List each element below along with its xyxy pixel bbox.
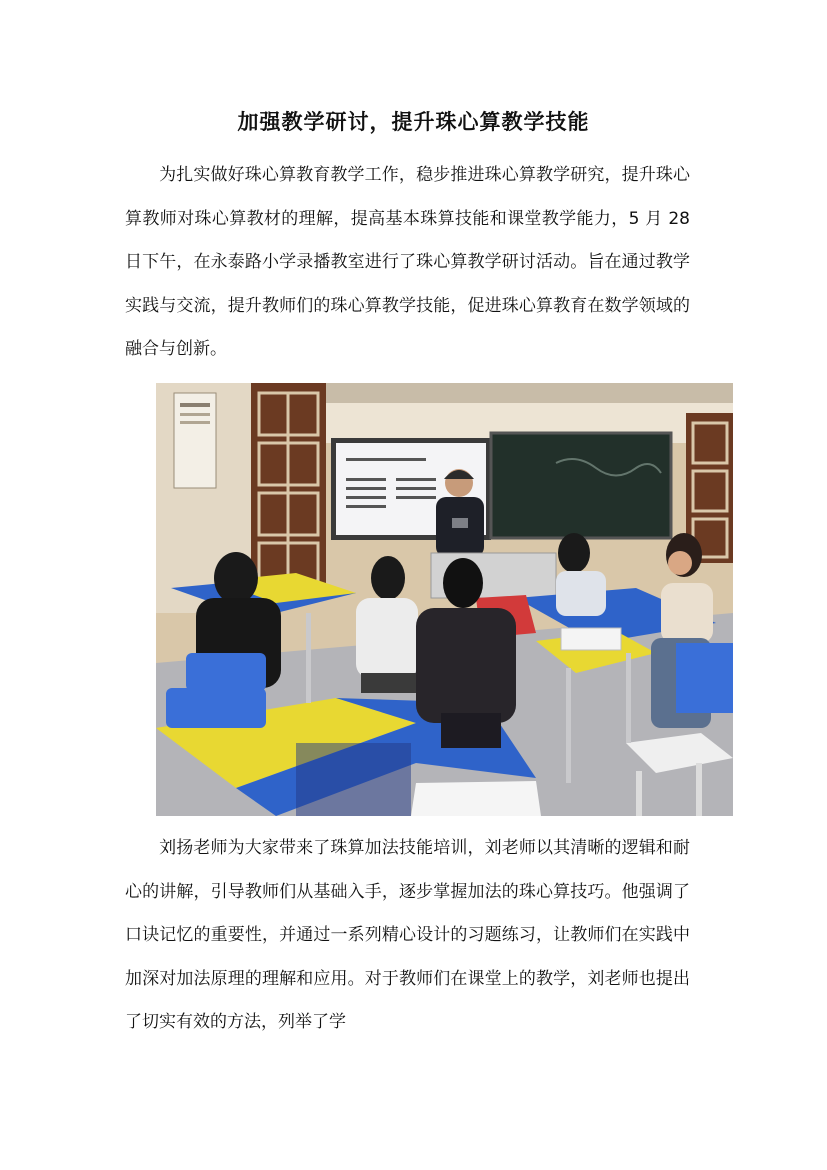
paragraph-intro-text: 为扎实做好珠心算教育教学工作，稳步推进珠心算教学研究，提升珠心算教师对珠心算教材的理解，提高基本珠算技能和课堂教学能力，5 月 28 日下午，在永泰路小学录播教室进行了珠心算教学研讨活动。旨在通过教学实践与交流，提升教师们的珠心算教学技能，促进珠心算教育在数学领域的融合与创新。 xyxy=(125,165,690,359)
paragraph-training-text: 刘扬老师为大家带来了珠算加法技能培训，刘老师以其清晰的逻辑和耐心的讲解，引导教师们从基础入手，逐步掌握加法的珠心算技巧。他强调了口诀记忆的重要性，并通过一系列精心设计的习题练习，让教师们在实践中加深对加法原理的理解和应用。对于教师们在课堂上的教学，刘老师也提出了切实有效的方法，列举了学 xyxy=(125,838,690,1032)
paragraph-intro xyxy=(125,154,690,372)
paragraph-training xyxy=(125,827,690,1045)
document-title: 加强教学研讨，提升珠心算教学技能 xyxy=(237,109,590,134)
classroom-photo xyxy=(156,383,733,816)
